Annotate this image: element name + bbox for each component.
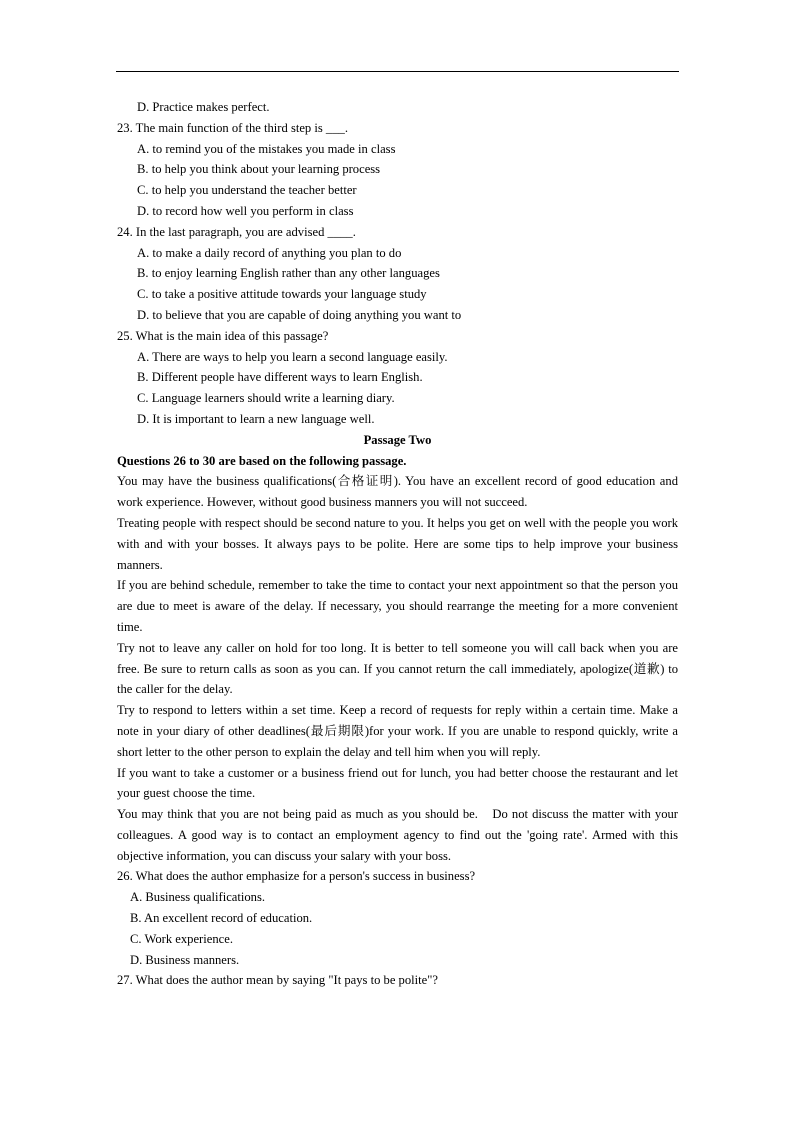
- q23-option-d: D. to record how well you perform in class: [137, 203, 354, 218]
- passage-paragraph-5: Try to respond to letters within a set time. Keep a record of requests for reply within a certain time. Make a note in your diary of other deadlines(最后期限)for your work. If you are unable to respond quickly, write a short letter to the other person to explain the delay and tell him when you will reply.: [117, 703, 678, 759]
- q26-option-d: D. Business manners.: [130, 952, 240, 967]
- q24-option-b: B. to enjoy learning English rather than any other languages: [137, 266, 440, 281]
- passage-instruction: Questions 26 to 30 are based on the following passage.: [117, 453, 407, 468]
- q26-option-b: B. An excellent record of education.: [130, 911, 313, 926]
- q26-stem: 26. What does the author emphasize for a person's success in business?: [117, 869, 476, 884]
- q24-option-a: A. to make a daily record of anything you plan to do: [137, 245, 402, 260]
- passage-paragraph-2: Treating people with respect should be second nature to you. It helps you get on well with the people you work with and with your bosses. It always pays to be polite. Here are some tips to help improve your business manners.: [117, 515, 678, 572]
- q24-option-c: C. to take a positive attitude towards your language study: [137, 287, 427, 302]
- q23-option-a: A. to remind you of the mistakes you made in class: [137, 141, 396, 156]
- q26-option-a: A. Business qualifications.: [130, 890, 266, 905]
- q25-option-a: A. There are ways to help you learn a second language easily.: [137, 349, 448, 364]
- q23-stem: 23. The main function of the third step is ___.: [117, 120, 348, 135]
- passage-paragraph-6: If you want to take a customer or a business friend out for lunch, you had better choose the restaurant and let your guest choose the time.: [117, 765, 678, 801]
- passage-paragraph-3: If you are behind schedule, remember to take the time to contact your next appointment so that the person you are due to meet is aware of the delay. If necessary, you should rearrange the meeting for a more convenient time.: [117, 578, 678, 634]
- q22-option-d: D. Practice makes perfect.: [137, 100, 270, 114]
- header-rule: [116, 71, 679, 72]
- q24-stem: 24. In the last paragraph, you are advised ____.: [117, 224, 356, 239]
- q23-option-c: C. to help you understand the teacher better: [137, 183, 357, 198]
- exam-page: [117, 97, 678, 991]
- q23-option-b: B. to help you think about your learning process: [137, 162, 381, 177]
- q27-stem: 27. What does the author mean by saying "It pays to be polite"?: [117, 973, 438, 988]
- q24-option-d: D. to believe that you are capable of doing anything you want to: [137, 307, 462, 322]
- q25-option-d: D. It is important to learn a new language well.: [137, 411, 375, 426]
- passage-paragraph-1: You may have the business qualifications(合格证明). You have an excellent record of good education and work experience. However, without good business manners you will not succeed.: [117, 474, 678, 510]
- passage-paragraph-7: You may think that you are not being paid as much as you should be. Do not discuss the matter with your colleagues. A good way is to contact an employment agency to find out the 'going rate'. Armed with this objective information, you can discuss your salary with your boss.: [117, 807, 678, 863]
- q26-option-c: C. Work experience.: [130, 931, 233, 946]
- q25-stem: 25. What is the main idea of this passage?: [117, 328, 329, 343]
- q25-option-b: B. Different people have different ways to learn English.: [137, 370, 423, 385]
- passage-title: Passage Two: [363, 432, 432, 447]
- q25-option-c: C. Language learners should write a learning diary.: [137, 391, 395, 406]
- passage-paragraph-4: Try not to leave any caller on hold for too long. It is better to tell someone you will call back when you are free. Be sure to return calls as soon as you can. If you cannot return the call immediately, apologize(道歉) to the caller for the delay.: [117, 640, 678, 697]
